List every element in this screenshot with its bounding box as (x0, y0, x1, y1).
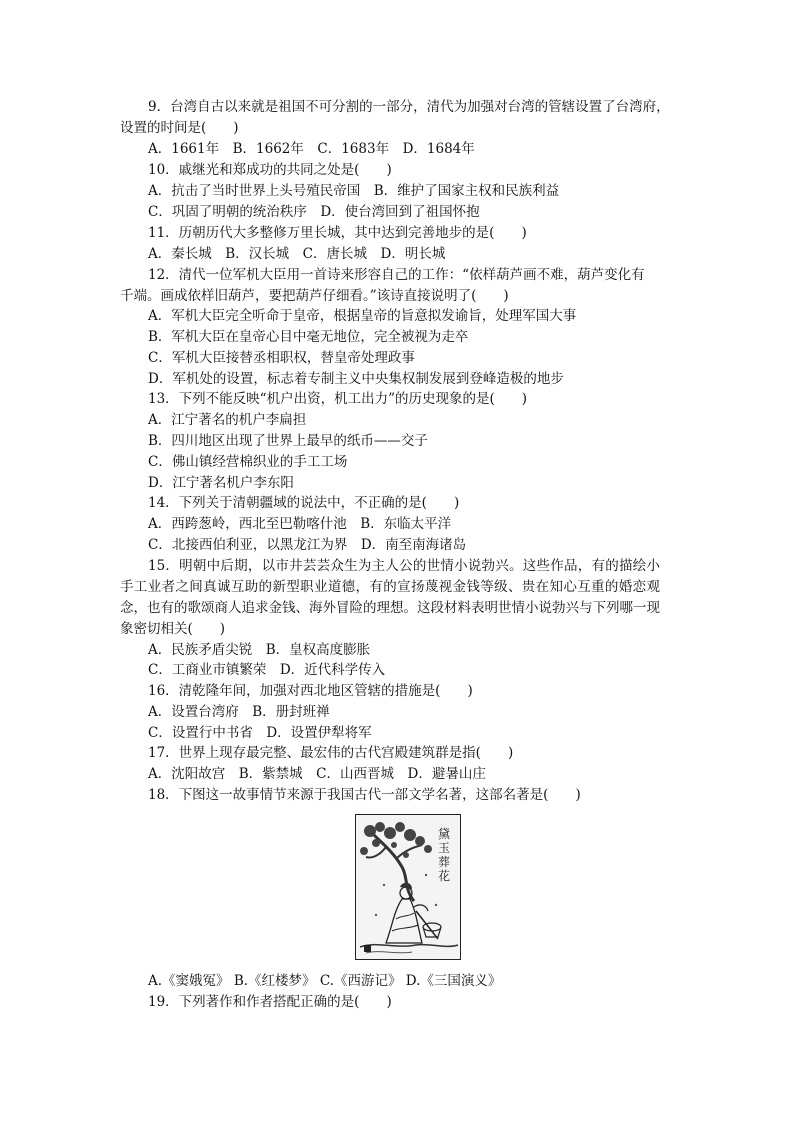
q13-option-c: C．佛山镇经营棉织业的手工工场 (148, 454, 348, 470)
q11-stem: 11．历朝历代大多整修万里长城，其中达到完善地步的是( ) (148, 225, 527, 241)
q12-option-a: A．军机大臣完全听命于皇帝，根据皇帝的旨意拟发谕旨，处理军国大事 (148, 308, 577, 324)
q14-options-2: C．北接西伯利亚，以黑龙江为界 D．南至南海诸岛 (148, 537, 467, 553)
q13-stem: 13．下列不能反映“机户出资，机工出力”的历史现象的是( ) (148, 391, 528, 407)
q10-options-2: C．巩固了明朝的统治秩序 D．使台湾回到了祖国怀抱 (148, 204, 480, 220)
daiyu-burying-flowers-illustration (355, 814, 461, 960)
q15-options-2: C．工商业市镇繁荣 D．近代科学传入 (148, 662, 386, 678)
q19-stem: 19．下列著作和作者搭配正确的是( ) (148, 994, 392, 1010)
q9-options: A．1661年 B．1662年 C．1683年 D．1684年 (148, 141, 475, 157)
q18-stem: 18．下图这一故事情节来源于我国古代一部文学名著，这部名著是( ) (148, 787, 581, 803)
q12-option-c: C．军机大臣接替丞相职权，替皇帝处理政事 (148, 350, 415, 366)
q11-options: A．秦长城 B．汉长城 C．唐长城 D．明长城 (148, 246, 446, 262)
q10-options-1: A．抗击了当时世界上头号殖民帝国 B．维护了国家主权和民族利益 (148, 183, 560, 199)
q12-stem-line1: 12．清代一位军机大臣用一首诗来形容自己的工作：“依样葫芦画不难，葫芦变化有 (148, 267, 645, 283)
q16-stem: 16．清乾隆年间，加强对西北地区管辖的措施是( ) (148, 683, 473, 699)
q12-option-d: D．军机处的设置，标志着专制主义中央集权制发展到登峰造极的地步 (148, 371, 564, 387)
q14-options-1: A．西跨葱岭，西北至巴勒喀什池 B．东临太平洋 (148, 516, 452, 532)
q13-option-a: A．江宁著名的机户李扁担 (148, 412, 307, 428)
q12-option-b: B．军机大臣在皇帝心目中毫无地位，完全被视为走卒 (148, 329, 469, 345)
q10-stem: 10．戚继光和郑成功的共同之处是( ) (148, 162, 392, 178)
q16-options-1: A．设置台湾府 B．册封班禅 (148, 704, 330, 720)
q13-option-b: B．四川地区出现了世界上最早的纸币——交子 (148, 433, 428, 449)
q18-options: A.《窦娥冤》 B.《红楼梦》 C.《西游记》 D.《三国演义》 (148, 973, 502, 989)
q16-options-2: C．设置行中书省 D．设置伊犁将军 (148, 725, 372, 741)
q12-stem-line2: 千端。画成依样旧葫芦，要把葫芦仔细看。”该诗直接说明了( ) (120, 288, 509, 304)
q9-stem-line2: 设置的时间是( ) (120, 120, 239, 136)
illustration-caption: 黛玉葬花 (438, 827, 451, 883)
q14-stem: 14．下列关于清朝疆域的说法中，不正确的是( ) (148, 495, 460, 511)
q9-stem-line1: 9．台湾自古以来就是祖国不可分割的一部分，清代为加强对台湾的管辖设置了台湾府， (148, 99, 670, 115)
q17-options: A．沈阳故宫 B．紫禁城 C．山西晋城 D．避暑山庄 (148, 766, 486, 782)
q13-option-d: D．江宁著名机户李东阳 (148, 475, 294, 491)
q15-options-1: A．民族矛盾尖锐 B．皇权高度膨胀 (148, 642, 371, 658)
q17-stem: 17．世界上现存最完整、最宏伟的古代宫殿建筑群是指( ) (148, 745, 514, 761)
q15-stem: 15．明朝中后期，以市井芸芸众生为主人公的世情小说勃兴。这些作品，有的描绘小手工业者之间真诚互助的新型职业道德，有的宣扬蔑视金钱等级、贵在知心互重的婚恋观念，也有的歌颂商人追求金钱、海外冒险的理想。这段材料表明世情小说勃兴与下列哪一现象密切相关( ) (120, 558, 660, 637)
